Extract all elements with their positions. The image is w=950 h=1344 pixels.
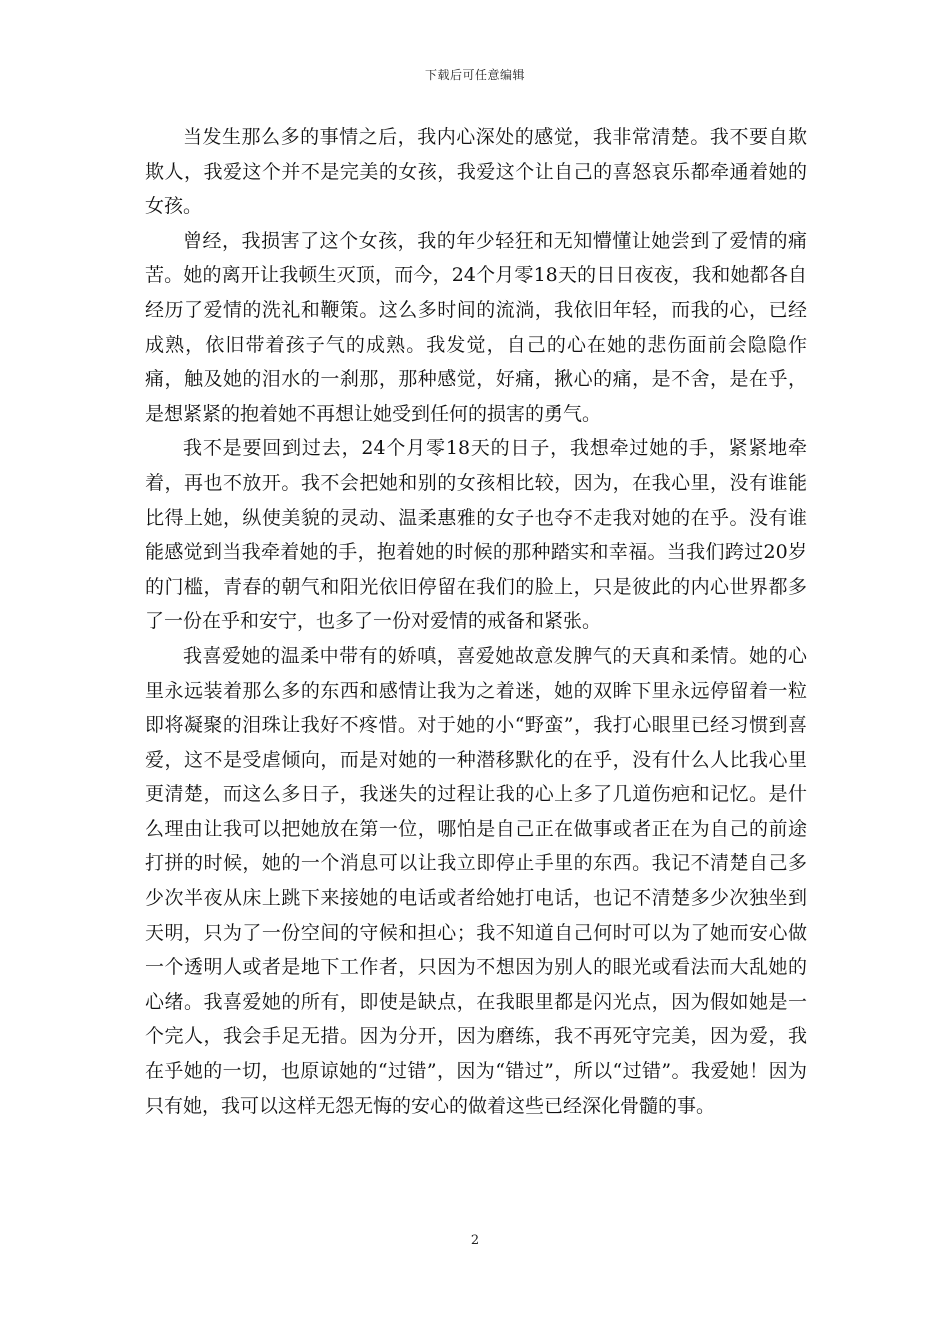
- paragraph: 曾经，我损害了这个女孩，我的年少轻狂和无知懵懂让她尝到了爱情的痛苦。她的离开让我顿生灭顶，而今，24个月零18天的日日夜夜，我和她都各自经历了爱情的洗礼和鞭策。这么多时间的流淌，我依旧年轻，而我的心，已经成熟，依旧带着孩子气的成熟。我发觉，自己的心在她的悲伤面前会隐隐作痛，触及她的泪水的一刹那，那种感觉，好痛，揪心的痛，是不舍，是在乎，是想紧紧的抱着她不再想让她受到任何的损害的勇气。: [145, 229, 807, 425]
- paragraph: 我不是要回到过去，24个月零18天的日子，我想牵过她的手，紧紧地牵着，再也不放开。我不会把她和别的女孩相比较，因为，在我心里，没有谁能比得上她，纵使美貌的灵动、温柔惠雅的女子也夺不走我对她的在乎。没有谁能感觉到当我牵着她的手，抱着她的时候的那种踏实和幸福。当我们跨过20岁的门槛，青春的朝气和阳光依旧停留在我们的脸上，只是彼此的内心世界都多了一份在乎和安宁，也多了一份对爱情的戒备和紧张。: [145, 437, 807, 633]
- paragraph: 我喜爱她的温柔中带有的娇嗔，喜爱她故意发脾气的天真和柔情。她的心里永远装着那么多的东西和感情让我为之着迷，她的双眸下里永远停留着一粒即将凝聚的泪珠让我好不疼惜。对于她的小“野蛮”，我打心眼里已经习惯到喜爱，这不是受虐倾向，而是对她的一种潜移默化的在乎，没有什么人比我心里更清楚，而这么多日子，我迷失的过程让我的心上多了几道伤疤和记忆。是什么理由让我可以把她放在第一位，哪怕是自己正在做事或者正在为自己的前途打拼的时候，她的一个消息可以让我立即停止手里的东西。我记不清楚自己多少次半夜从床上跳下来接她的电话或者给她打电话，也记不清楚多少次独坐到天明，只为了一份空间的守候和担心；我不知道自己何时可以为了她而安心做一个透明人或者是地下工作者，只因为不想因为别人的眼光或看法而大乱她的心绪。我喜爱她的所有，即使是缺点，在我眼里都是闪光点，因为假如她是一个完人，我会手足无措。因为分开，因为磨练，我不再死守完美，因为爱，我在乎她的一切，也原谅她的“过错”，因为“错过”，所以“过错”。我爱她！因为只有她，我可以这样无怨无悔的安心的做着这些已经深化骨髓的事。: [145, 644, 807, 1117]
- paragraph: 当发生那么多的事情之后，我内心深处的感觉，我非常清楚。我不要自欺欺人，我爱这个并不是完美的女孩，我爱这个让自己的喜怒哀乐都牵通着她的女孩。: [145, 126, 807, 218]
- page-header: 下载后可任意编辑: [424, 68, 525, 82]
- page-number: 2: [470, 1233, 480, 1248]
- document-body: [145, 120, 807, 1123]
